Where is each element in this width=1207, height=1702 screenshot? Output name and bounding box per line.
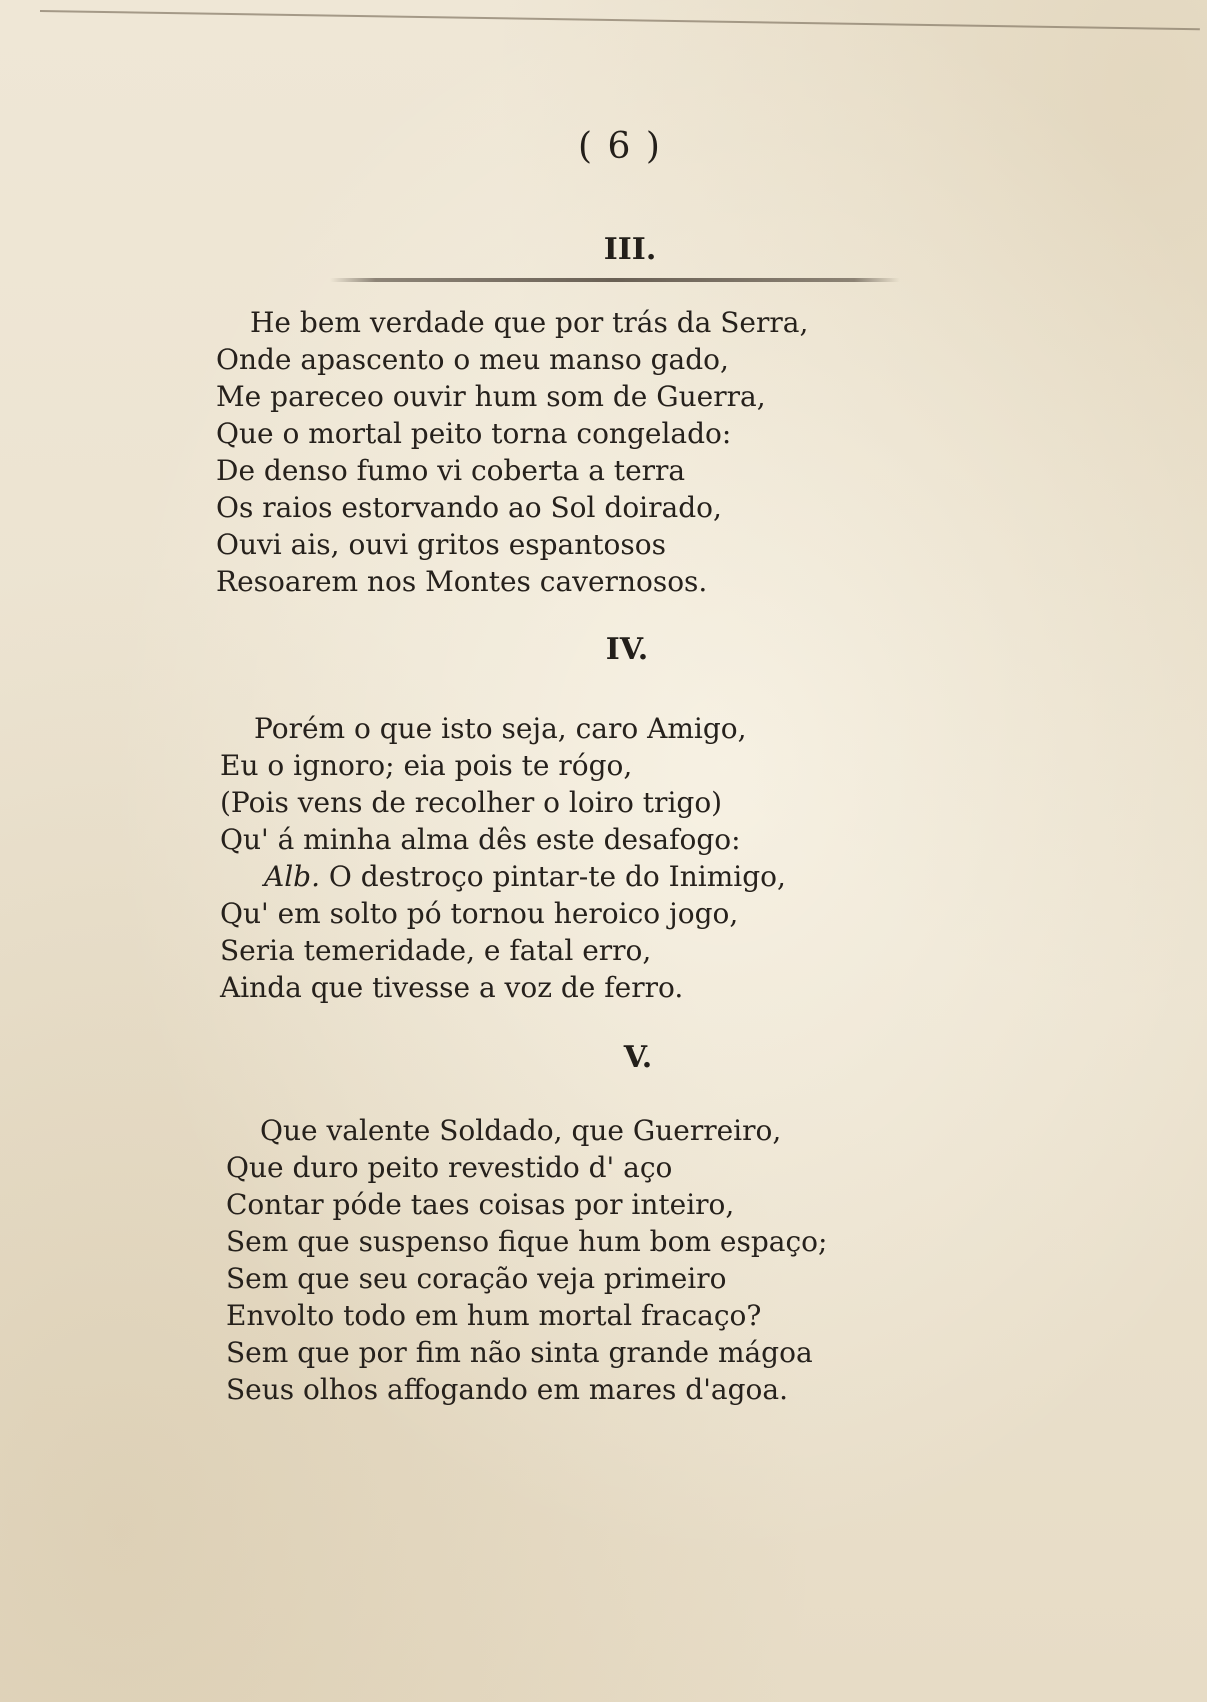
verse-line: Resoarem nos Montes cavernosos. (216, 565, 708, 598)
verse-line: Os raios estorvando ao Sol doirado, (216, 491, 722, 524)
verse-text: O destroço pintar-te do Inimigo, (328, 860, 786, 893)
stanza-iii (216, 304, 808, 600)
ornament-rule (330, 278, 900, 282)
verse-line: Ainda que tivesse a voz de ferro. (220, 971, 684, 1004)
section-heading-v: V. (623, 1040, 653, 1075)
verse-line: Porém o que isto seja, caro Amigo, (254, 712, 747, 745)
verse-line: Qu' em solto pó tornou heroico jogo, (220, 897, 739, 930)
verse-line: Seria temeridade, e fatal erro, (220, 934, 652, 967)
verse-line: Que o mortal peito torna congelado: (216, 417, 732, 450)
verse-line: Seus olhos affogando em mares d'agoa. (226, 1373, 788, 1406)
verse-line: Ouvi ais, ouvi gritos espantosos (216, 528, 666, 561)
verse-line: (Pois vens de recolher o loiro trigo) (220, 786, 723, 819)
verse-line: Envolto todo em hum mortal fracaço? (226, 1299, 762, 1332)
verse-line: Eu o ignoro; eia pois te rógo, (220, 749, 633, 782)
verse-line: He bem verdade que por trás da Serra, (250, 306, 809, 339)
page-number: ( 6 ) (578, 126, 662, 167)
stanza-iv (220, 710, 786, 1006)
verse-line: Contar póde taes coisas por inteiro, (226, 1188, 735, 1221)
verse-line: Sem que seu coração veja primeiro (226, 1262, 727, 1295)
verse-line: Que duro peito revestido d' aço (226, 1151, 673, 1184)
verse-line: Me pareceo ouvir hum som de Guerra, (216, 380, 766, 413)
verse-line: Qu' á minha alma dês este desafogo: (220, 823, 741, 856)
verse-line: Sem que suspenso fique hum bom espaço; (226, 1225, 828, 1258)
top-edge-line (40, 10, 1200, 30)
stanza-v (226, 1112, 827, 1408)
section-heading-iv: IV. (605, 632, 649, 667)
verse-line-with-speaker (220, 858, 786, 895)
verse-line: Sem que por fim não sinta grande mágoa (226, 1336, 813, 1369)
section-heading-iii: III. (603, 232, 657, 267)
verse-line: Que valente Soldado, que Guerreiro, (260, 1114, 782, 1147)
verse-line: Onde apascento o meu manso gado, (216, 343, 729, 376)
verse-line: De denso fumo vi coberta a terra (216, 454, 686, 487)
speaker-label: Alb. (264, 860, 320, 893)
